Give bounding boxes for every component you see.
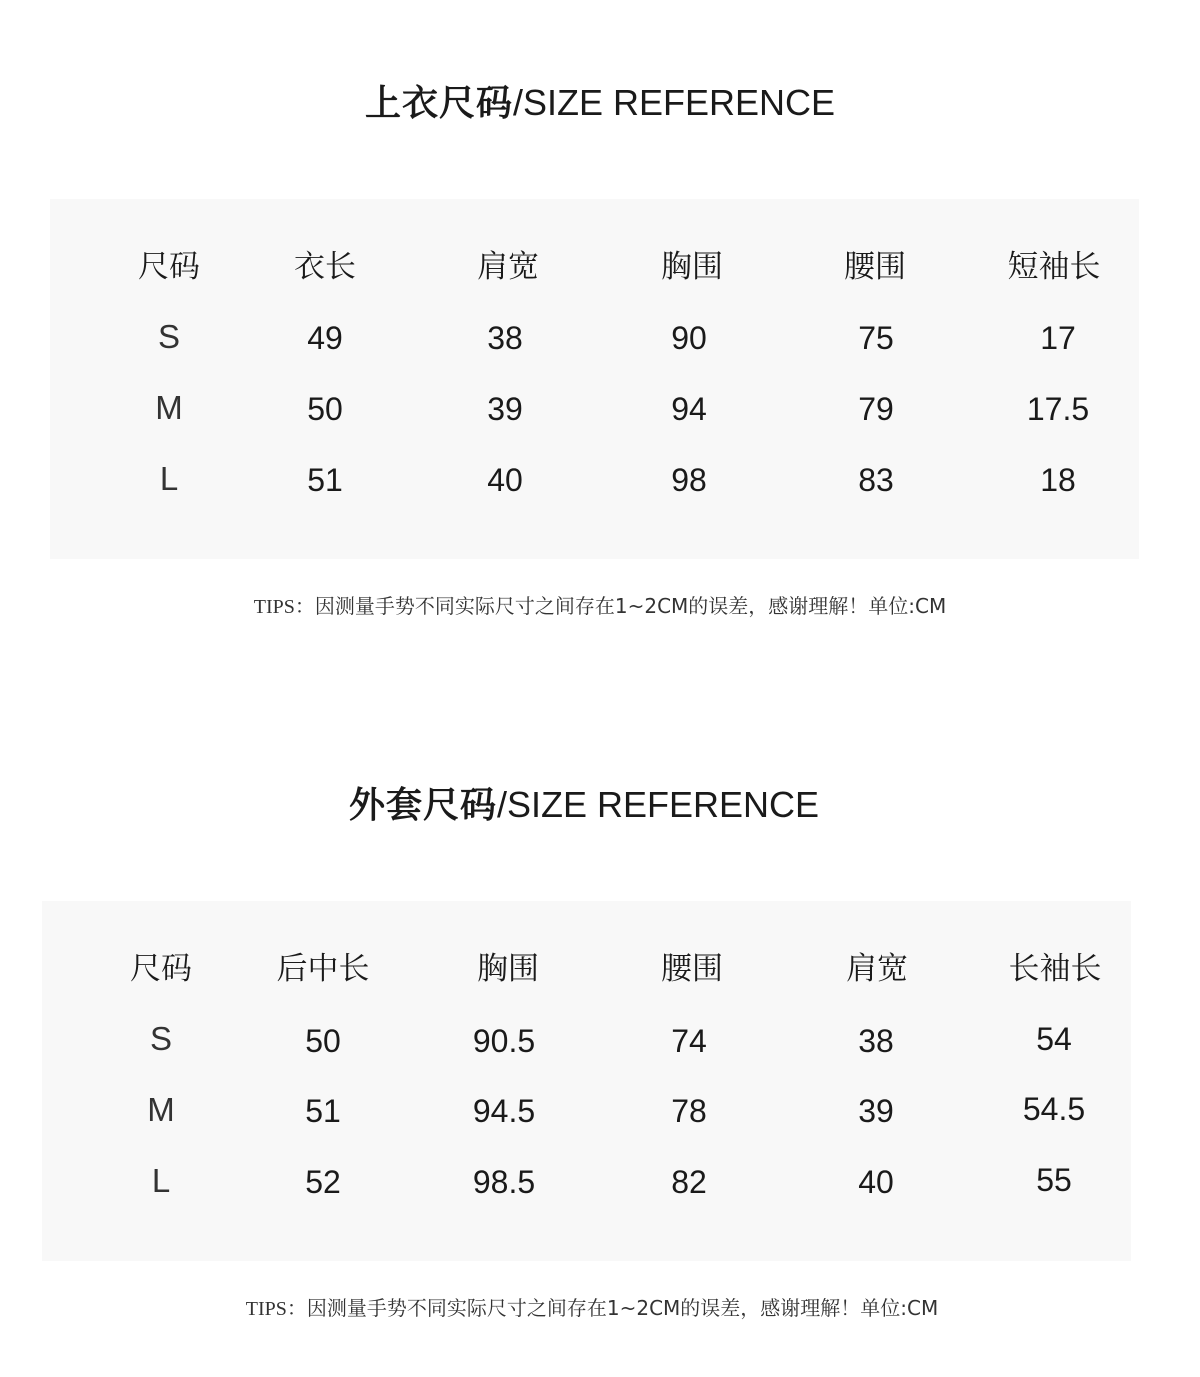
bottom-header-back-length: 后中长 — [276, 951, 370, 987]
top-row-m-sleeve: 17.5 — [1026, 391, 1090, 427]
bottom-row-m-size: M — [147, 1091, 175, 1128]
bottom-row-m-sleeve: 54.5 — [1022, 1091, 1086, 1127]
bottom-row-l-waist: 82 — [671, 1164, 707, 1200]
top-header-sleeve: 短袖长 — [1007, 249, 1101, 285]
top-header-length: 衣长 — [294, 249, 356, 285]
bottom-header-size: 尺码 — [130, 951, 192, 987]
top-header-shoulder: 肩宽 — [477, 249, 539, 285]
bottom-tips — [0, 1294, 1192, 1323]
top-row-s-sleeve: 17 — [1040, 320, 1076, 356]
top-row-m-waist: 79 — [858, 391, 894, 427]
bottom-row-s-waist: 74 — [671, 1023, 707, 1059]
bottom-row-m-chest: 94.5 — [472, 1093, 536, 1129]
top-row-m-chest: 94 — [671, 391, 707, 427]
top-header-waist: 腰围 — [844, 249, 906, 285]
top-section-title — [0, 81, 1200, 126]
top-row-s-shoulder: 38 — [487, 320, 523, 356]
bottom-row-s-chest: 90.5 — [472, 1023, 536, 1059]
top-tips — [0, 592, 1200, 621]
top-row-l-sleeve: 18 — [1040, 462, 1076, 498]
bottom-row-m-back-length: 51 — [305, 1093, 341, 1129]
top-row-m-length: 50 — [307, 391, 343, 427]
bottom-header-chest: 胸围 — [477, 951, 539, 987]
bottom-title-slash: / — [496, 784, 507, 825]
bottom-row-s-back-length: 50 — [305, 1023, 341, 1059]
top-tips-text: 因测量手势不同实际尺寸之间存在1~2CM的误差，感谢理解！单位:CM — [314, 594, 947, 618]
top-row-l-waist: 83 — [858, 462, 894, 498]
top-row-s-waist: 75 — [858, 320, 894, 356]
top-header-chest: 胸围 — [661, 249, 723, 285]
top-row-l-chest: 98 — [671, 462, 707, 498]
bottom-header-waist: 腰围 — [661, 951, 723, 987]
bottom-size-table — [42, 901, 1131, 1261]
top-title-en: SIZE REFERENCE — [522, 82, 836, 123]
top-title-slash: / — [512, 82, 523, 123]
top-row-l-size: L — [159, 460, 179, 497]
bottom-row-m-shoulder: 39 — [858, 1093, 894, 1129]
top-title-cn: 上衣尺码 — [364, 83, 513, 124]
top-size-table — [50, 199, 1139, 559]
bottom-row-l-chest: 98.5 — [472, 1164, 536, 1200]
bottom-title-cn: 外套尺码 — [348, 785, 497, 826]
bottom-row-s-shoulder: 38 — [858, 1023, 894, 1059]
bottom-header-shoulder: 肩宽 — [846, 951, 908, 987]
bottom-tips-text: 因测量手势不同实际尺寸之间存在1~2CM的误差，感谢理解！单位:CM — [306, 1296, 939, 1320]
bottom-row-s-size: S — [149, 1020, 173, 1057]
bottom-section-title — [0, 783, 1184, 828]
top-row-s-length: 49 — [307, 320, 343, 356]
top-row-l-length: 51 — [307, 462, 343, 498]
bottom-row-l-shoulder: 40 — [858, 1164, 894, 1200]
top-header-size: 尺码 — [138, 249, 200, 285]
top-tips-prefix: TIPS： — [253, 596, 315, 618]
top-row-s-chest: 90 — [671, 320, 707, 356]
top-row-m-shoulder: 39 — [487, 391, 523, 427]
top-row-m-size: M — [155, 389, 183, 426]
bottom-tips-prefix: TIPS： — [245, 1298, 307, 1320]
top-row-l-shoulder: 40 — [487, 462, 523, 498]
bottom-header-sleeve: 长袖长 — [1008, 951, 1102, 987]
bottom-row-l-sleeve: 55 — [1036, 1162, 1072, 1198]
bottom-row-l-size: L — [151, 1162, 171, 1199]
bottom-row-l-back-length: 52 — [305, 1164, 341, 1200]
bottom-row-m-waist: 78 — [671, 1093, 707, 1129]
top-row-s-size: S — [157, 318, 181, 355]
bottom-row-s-sleeve: 54 — [1036, 1021, 1072, 1057]
bottom-title-en: SIZE REFERENCE — [506, 784, 820, 825]
